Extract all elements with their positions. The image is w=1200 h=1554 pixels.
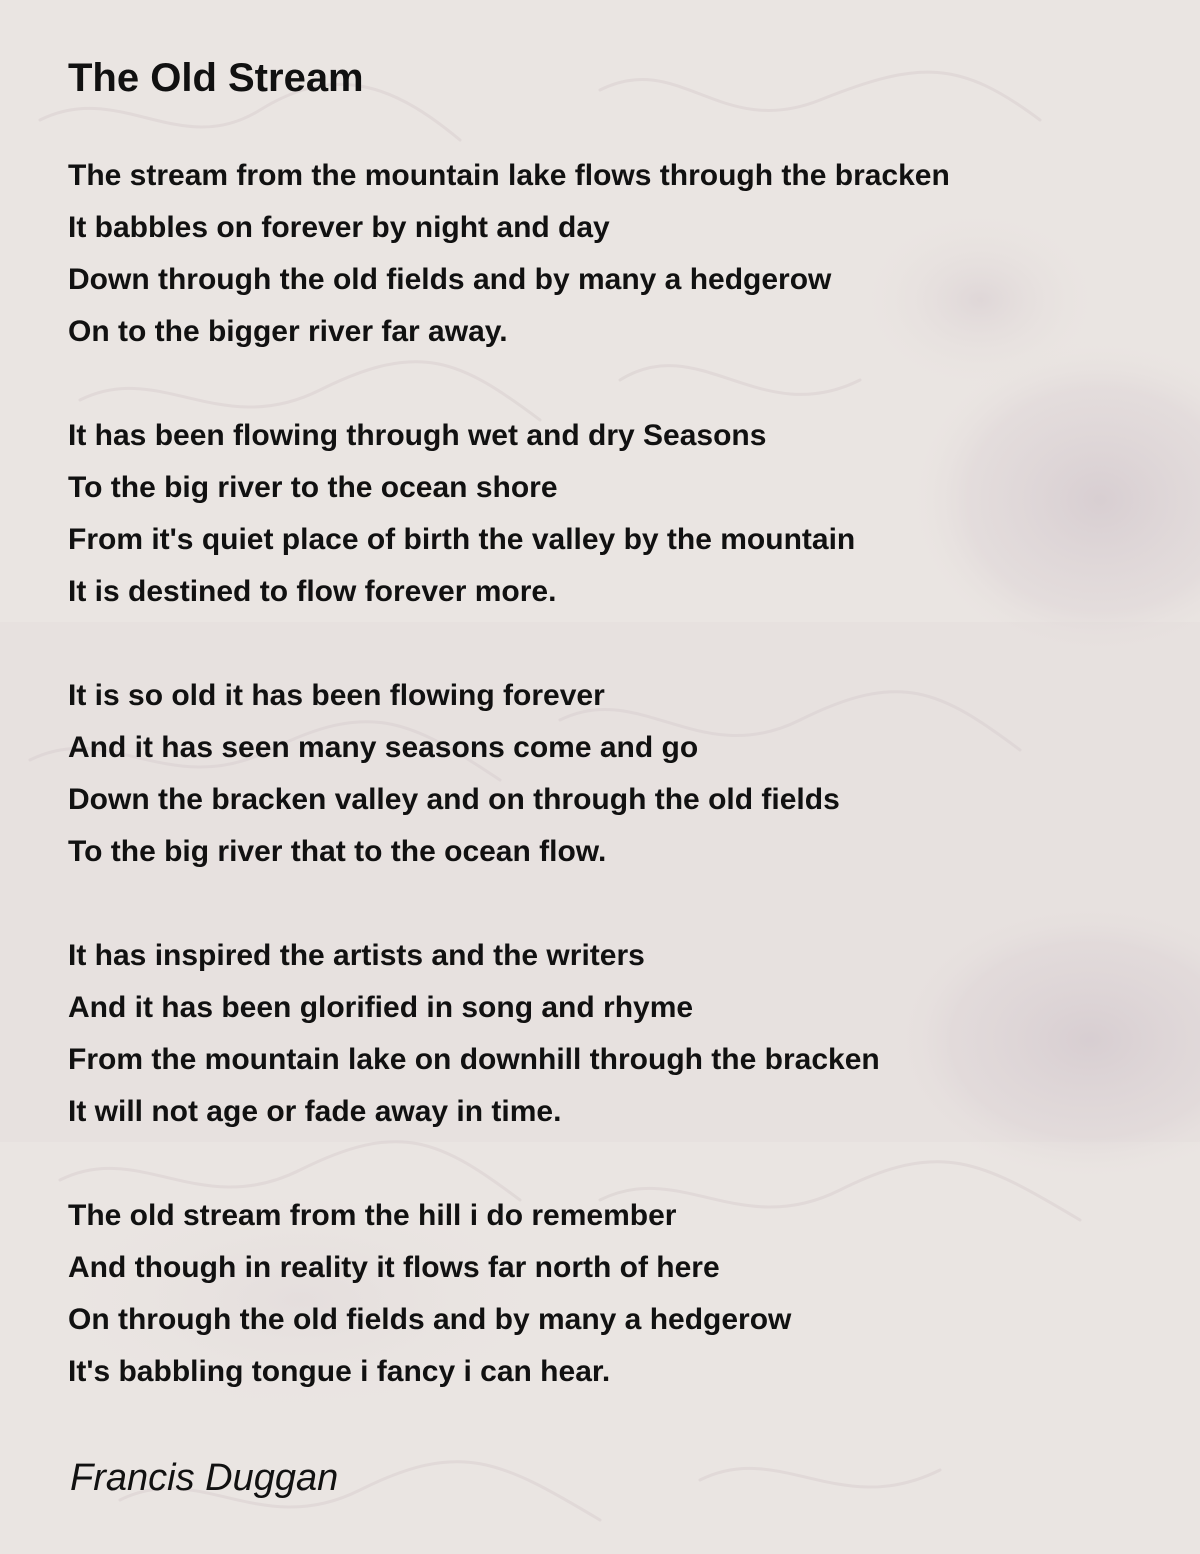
poem-author: Francis Duggan [70,1457,339,1499]
poem-line: From the mountain lake on downhill through the bracken [68,1043,880,1076]
stanza-2 [68,410,1168,618]
stanza-5 [68,1190,1168,1398]
stanza-1 [68,150,1168,358]
poem-line: The stream from the mountain lake flows through the bracken [68,159,950,192]
poem-line: It is so old it has been flowing forever [68,679,605,712]
poem-line: It's babbling tongue i fancy i can hear. [68,1355,611,1388]
poem-line: Down through the old fields and by many a hedgerow [68,263,832,296]
poem-line: It is destined to flow forever more. [68,575,557,608]
poem-line: To the big river to the ocean shore [68,471,558,504]
poem-line: It has been flowing through wet and dry Seasons [68,419,767,452]
poem-line: On through the old fields and by many a hedgerow [68,1303,792,1336]
poem-line: It will not age or fade away in time. [68,1095,562,1128]
poem-line: And though in reality it flows far north of here [68,1251,720,1284]
poem-line: And it has been glorified in song and rhyme [68,991,694,1024]
stanza-3 [68,670,1168,878]
poem-line: It babbles on forever by night and day [68,211,610,244]
poem-line: On to the bigger river far away. [68,315,508,348]
poem-line: The old stream from the hill i do remember [68,1199,677,1232]
poem-title: The Old Stream [68,56,364,100]
poem-line: And it has seen many seasons come and go [68,731,699,764]
poem-line: To the big river that to the ocean flow. [68,835,607,868]
stanza-4 [68,930,1168,1138]
poem-body [68,150,1168,1450]
poem-line: From it's quiet place of birth the valley by the mountain [68,523,856,556]
poem-line: Down the bracken valley and on through the old fields [68,783,840,816]
poem-line: It has inspired the artists and the writers [68,939,645,972]
